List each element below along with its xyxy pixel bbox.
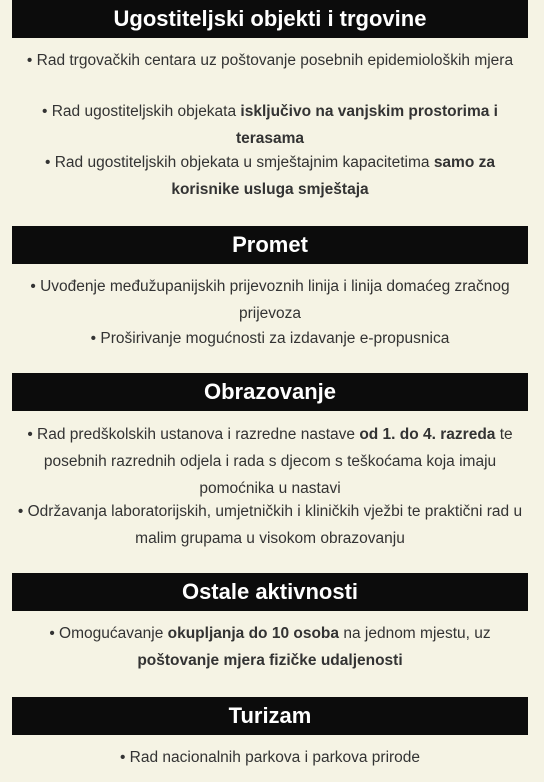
list-item bbox=[12, 421, 528, 502]
bold-text: isključivo na vanjskim prostorima i terasama bbox=[235, 103, 498, 147]
text: • Proširivanje mogućnosti za izdavanje e-propusnica bbox=[90, 330, 450, 347]
list-item bbox=[12, 620, 528, 674]
text: • Uvođenje međužupanijskih prijevoznih linija i linija domaćeg zračnog prijevoza bbox=[30, 278, 510, 322]
list-item bbox=[12, 325, 528, 352]
list-item bbox=[12, 744, 528, 771]
section-title-ostale-aktivnosti: Ostale aktivnosti bbox=[12, 573, 528, 611]
bold-text: od 1. do 4. razreda bbox=[359, 426, 496, 443]
text: na jednom mjestu, uz bbox=[339, 625, 491, 642]
text: • Rad ugostiteljskih objekata bbox=[41, 103, 241, 120]
text: • Rad nacionalnih parkova i parkova prirode bbox=[119, 749, 421, 766]
list-item bbox=[12, 273, 528, 327]
text: • Održavanja laboratorijskih, umjetničkih i kliničkih vježbi te praktični rad u malim grupama u visokom obrazovanju bbox=[17, 503, 523, 547]
text: • Omogućavanje bbox=[49, 625, 168, 642]
bold-text: samo za korisnike usluga smještaja bbox=[171, 154, 495, 198]
bold-text: okupljanja do 10 osoba bbox=[167, 625, 340, 642]
list-item bbox=[12, 149, 528, 203]
text: te posebnih razrednih odjela i rada s djecom s teškoćama koja imaju pomoćnika u nastavi bbox=[43, 426, 513, 497]
text: • Rad trgovačkih centara uz poštovanje posebnih epidemioloških mjera bbox=[26, 52, 514, 69]
bold-text: poštovanje mjera fizičke udaljenosti bbox=[137, 652, 403, 669]
text: • Rad ugostiteljskih objekata u smještajnim kapacitetima bbox=[45, 154, 434, 171]
section-title-obrazovanje: Obrazovanje bbox=[12, 373, 528, 411]
text: • Rad predškolskih ustanova i razredne nastave bbox=[27, 426, 360, 443]
list-item bbox=[12, 98, 528, 152]
section-title-turizam: Turizam bbox=[12, 697, 528, 735]
section-title-promet: Promet bbox=[12, 226, 528, 264]
list-item bbox=[12, 47, 528, 74]
section-title-ugostiteljski: Ugostiteljski objekti i trgovine bbox=[12, 0, 528, 38]
list-item bbox=[12, 498, 528, 552]
